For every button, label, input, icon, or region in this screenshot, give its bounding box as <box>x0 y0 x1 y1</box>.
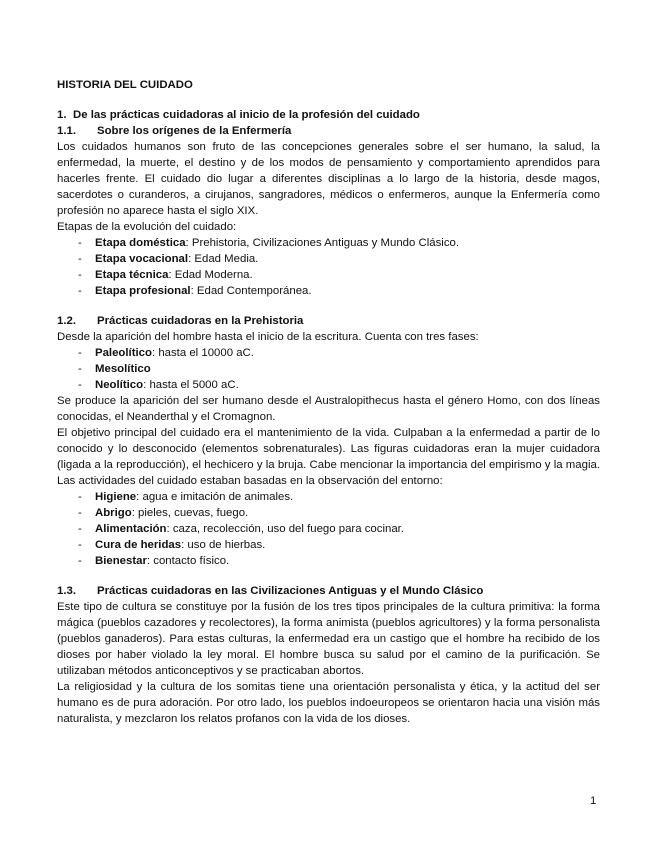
spacer <box>57 299 600 313</box>
dash-bullet: - <box>78 379 82 391</box>
section-1-1-number: 1.1. <box>57 125 76 137</box>
list-item <box>57 345 600 361</box>
list-item-term: Abrigo <box>95 507 132 519</box>
activities-list <box>57 489 600 569</box>
list-item-text: : uso de hierbas. <box>181 539 266 551</box>
list-item-text: : caza, recolección, uso del fuego para cocinar. <box>166 523 404 535</box>
list-item <box>57 235 600 251</box>
paragraph: Desde la aparición del hombre hasta el inicio de la escritura. Cuenta con tres fases: <box>57 331 479 343</box>
list-item-text: : hasta el 10000 aC. <box>151 347 254 359</box>
paragraph: Este tipo de cultura se constituye por la fusión de los tres tipos principales de la cultura primitiva: la forma mágica (pueblos cazadores y recolectores), la forma animista (pueblos agricultores) y la forma personalista (pueblos ganaderos). Para estas culturas, la enfermedad era un castigo que el hombre ha recibido de los dioses por haber violado la ley moral. El hombre busca su salud por el camino de la purificación. Se utilizaban métodos anticonceptivos y se practicaban abortos. <box>57 601 600 677</box>
section-1-3-number: 1.3. <box>57 585 76 597</box>
section-1-number: 1. <box>57 109 67 121</box>
list-item-text: : contacto físico. <box>146 555 230 567</box>
list-item <box>57 377 600 393</box>
dash-bullet: - <box>78 507 82 519</box>
list-item <box>57 361 600 377</box>
list-item <box>57 537 600 553</box>
list-item-text: : Edad Media. <box>188 253 259 265</box>
dash-bullet: - <box>78 363 82 375</box>
list-item-term: Etapa técnica <box>95 269 169 281</box>
dash-bullet: - <box>78 555 82 567</box>
list-item-term: Paleolítico <box>95 347 152 359</box>
section-1-2-heading <box>57 313 600 329</box>
spacer <box>57 569 600 583</box>
list-item-text: : Edad Moderna. <box>168 269 253 281</box>
list-item-text: : Prehistoria, Civilizaciones Antiguas y Mundo Clásico. <box>185 237 460 249</box>
dash-bullet: - <box>78 269 82 281</box>
list-item-term: Higiene <box>95 491 137 503</box>
document-page <box>57 77 600 727</box>
list-item-term: Cura de heridas <box>95 539 182 551</box>
list-item <box>57 521 600 537</box>
dash-bullet: - <box>78 523 82 535</box>
list-item-text: : agua e imitación de animales. <box>136 491 294 503</box>
list-item-text: : hasta el 5000 aC. <box>143 379 239 391</box>
list-item-term: Etapa vocacional <box>95 253 189 265</box>
paragraph: La religiosidad y la cultura de los somitas tiene una orientación personalista y ética, y la actitud del ser humano es de pura adoración. Por otro lado, los pueblos indoeuropeos se orientaron hacia una visión más naturalista, y mezclaron los relatos profanos con la vida de los dioses. <box>57 681 600 725</box>
section-1-title: De las prácticas cuidadoras al inicio de la profesión del cuidado <box>73 109 420 121</box>
list-item <box>57 283 600 299</box>
section-1-3-heading <box>57 583 600 599</box>
list-item-text: : pieles, cuevas, fuego. <box>131 507 249 519</box>
document-title: HISTORIA DEL CUIDADO <box>57 79 193 91</box>
list-item-term: Neolítico <box>95 379 144 391</box>
stages-list <box>57 235 600 299</box>
paragraph: El objetivo principal del cuidado era el mantenimiento de la vida. Culpaban a la enfermedad a partir de lo conocido y lo desconocido (elementos sobrenaturales). Las figuras cuidadoras eran la mujer cuidadora (ligada a la reproducción), el hechicero y la bruja. Cabe mencionar la importancia del empirismo y la magia. Las actividades del cuidado estaban basadas en la observación del entorno: <box>57 427 600 487</box>
list-item <box>57 553 600 569</box>
paragraph: Se produce la aparición del ser humano desde el Australopithecus hasta el género Homo, con dos líneas conocidas, el Neanderthal y el Cromagnon. <box>57 395 600 423</box>
paragraph: Etapas de la evolución del cuidado: <box>57 221 237 233</box>
section-1-2-title: Prácticas cuidadoras en la Prehistoria <box>97 315 304 327</box>
section-1-3-title: Prácticas cuidadoras en las Civilizaciones Antiguas y el Mundo Clásico <box>97 585 484 597</box>
list-item-term: Etapa profesional <box>95 285 191 297</box>
dash-bullet: - <box>78 285 82 297</box>
dash-bullet: - <box>78 253 82 265</box>
list-item <box>57 267 600 283</box>
list-item <box>57 251 600 267</box>
paragraph: Los cuidados humanos son fruto de las concepciones generales sobre el ser humano, la salud, la enfermedad, la muerte, el destino y de los modos de pensamiento y comportamiento aprendidos para hacerles frente. El cuidado dio lugar a diferentes disciplinas a lo largo de la historia, desde magos, sacerdotes o curanderos, a cirujanos, sangradores, médicos o enfermeros, aunque la Enfermería como profesión no aparece hasta el siglo XIX. <box>57 141 600 217</box>
list-item <box>57 505 600 521</box>
list-item-text: : Edad Contemporánea. <box>190 285 312 297</box>
dash-bullet: - <box>78 539 82 551</box>
list-item-term: Mesolítico <box>95 363 151 375</box>
section-1-1-heading <box>57 123 600 139</box>
list-item <box>57 489 600 505</box>
dash-bullet: - <box>78 347 82 359</box>
list-item-term: Bienestar <box>95 555 147 567</box>
section-1-1-title: Sobre los orígenes de la Enfermería <box>97 125 292 137</box>
dash-bullet: - <box>78 237 82 249</box>
page-number: 1 <box>590 795 597 807</box>
section-1-2-number: 1.2. <box>57 315 76 327</box>
dash-bullet: - <box>78 491 82 503</box>
list-item-term: Etapa doméstica <box>95 237 186 249</box>
list-item-term: Alimentación <box>95 523 167 535</box>
section-1-heading <box>57 107 600 123</box>
phases-list <box>57 345 600 393</box>
